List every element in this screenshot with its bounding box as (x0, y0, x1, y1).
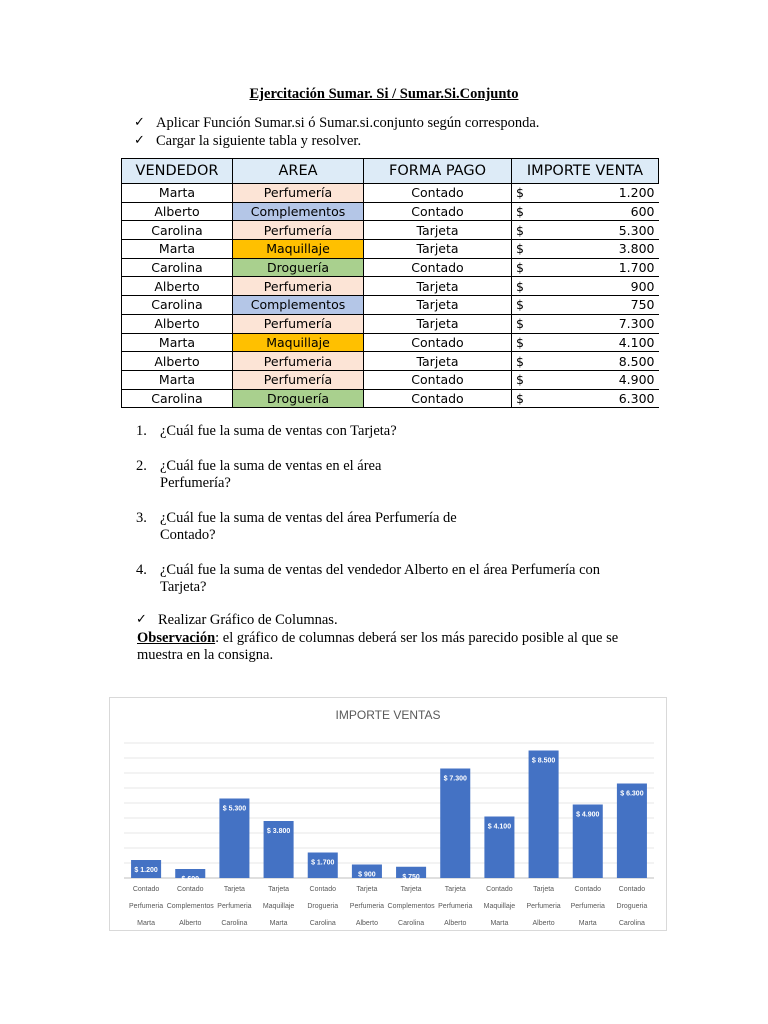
cell-vendedor: Carolina (122, 221, 233, 240)
x-tick-label: Marta (137, 920, 156, 927)
currency-symbol: $ (516, 260, 524, 276)
cell-forma-pago: Contado (364, 333, 512, 352)
x-tick-label: Contado (618, 886, 646, 893)
cell-vendedor: Marta (122, 184, 233, 203)
table-row (122, 258, 659, 277)
x-tick-label: Maquillaje (483, 903, 516, 910)
observation (137, 630, 647, 664)
x-tick-label: Tarjeta (268, 886, 290, 893)
chart-bar (529, 751, 559, 879)
observation-text: : el gráfico de columnas deberá ser los más parecido posible al que se muestra en la consigna. (137, 630, 619, 663)
cell-forma-pago: Contado (364, 258, 512, 277)
x-tick-label: Tarjeta (533, 886, 555, 893)
cell-forma-pago: Contado (364, 370, 512, 389)
observation-label: Observación (137, 630, 216, 646)
cell-vendedor: Carolina (122, 296, 233, 315)
x-tick-label: Tarjeta (356, 886, 378, 893)
cell-area: Maquillaje (233, 333, 364, 352)
table-row (122, 352, 659, 371)
x-tick-label: Maquillaje (262, 903, 295, 910)
x-tick-label: Drogueria (307, 903, 339, 910)
x-tick-label: Carolina (398, 920, 425, 927)
x-tick-label: Contado (309, 886, 336, 893)
x-tick-label: Complementos (387, 903, 435, 910)
x-tick-label: Carolina (309, 920, 336, 927)
cell-area: Droguería (233, 258, 364, 277)
table-header-row (122, 159, 659, 184)
importe-value: 6.300 (618, 390, 655, 406)
x-tick-label: Marta (490, 920, 509, 927)
currency-symbol: $ (516, 334, 524, 350)
header-importe-venta: IMPORTE VENTA (512, 159, 659, 184)
cell-forma-pago: Tarjeta (364, 277, 512, 296)
instruction-text: Aplicar Función Sumar.si ó Sumar.si.conjunto según corresponda. (156, 115, 540, 131)
cell-area: Perfumería (233, 221, 364, 240)
question-number: 3. (136, 510, 147, 526)
cell-forma-pago: Tarjeta (364, 240, 512, 259)
x-tick-label: Perfumeria (349, 903, 385, 910)
currency-symbol: $ (516, 204, 524, 220)
x-tick-label: Alberto (532, 920, 555, 927)
table-row (122, 370, 659, 389)
cell-vendedor: Alberto (122, 314, 233, 333)
importe-value: 1.700 (618, 260, 655, 276)
x-tick-label: Carolina (221, 920, 248, 927)
cell-vendedor: Alberto (122, 202, 233, 221)
currency-symbol: $ (516, 390, 524, 406)
question-text: ¿Cuál fue la suma de ventas en el área Perfumería? (160, 458, 382, 491)
question-item (136, 423, 640, 440)
cell-forma-pago: Contado (364, 389, 512, 408)
column-chart (109, 697, 667, 931)
cell-vendedor: Alberto (122, 277, 233, 296)
bar-data-label: $ 7.300 (443, 775, 467, 783)
x-tick-label: Contado (486, 886, 513, 893)
question-text: ¿Cuál fue la suma de ventas del área Perfumería de Contado? (160, 510, 457, 543)
table-row (122, 202, 659, 221)
cell-importe (512, 258, 659, 277)
cell-importe (512, 370, 659, 389)
x-tick-label: Perfumeria (438, 903, 473, 910)
bar-data-label: $ 900 (358, 871, 376, 879)
table-body (122, 184, 659, 408)
currency-symbol: $ (516, 316, 524, 332)
x-tick-label: Tarjeta (400, 886, 422, 893)
cell-vendedor: Alberto (122, 352, 233, 371)
currency-symbol: $ (516, 278, 524, 294)
x-tick-label: Complementos (166, 903, 214, 910)
question-number: 2. (136, 458, 147, 474)
table-row (122, 333, 659, 352)
cell-importe (512, 221, 659, 240)
cell-importe (512, 296, 659, 315)
question-text: ¿Cuál fue la suma de ventas del vendedor Alberto en el área Perfumería con Tarjeta? (160, 562, 601, 595)
question-list (136, 423, 640, 614)
chart-bar (617, 784, 647, 879)
x-tick-label: Contado (574, 886, 601, 893)
x-tick-label: Tarjeta (223, 886, 245, 893)
cell-area: Complementos (233, 296, 364, 315)
cell-importe (512, 333, 659, 352)
currency-symbol: $ (516, 241, 524, 257)
importe-value: 600 (630, 204, 655, 220)
cell-importe (512, 240, 659, 259)
header-vendedor: VENDEDOR (122, 159, 233, 184)
importe-value: 3.800 (618, 241, 655, 257)
importe-value: 900 (630, 278, 655, 294)
x-tick-label: Perfumeria (128, 903, 164, 910)
importe-value: 4.900 (618, 372, 655, 388)
chart-bar (440, 769, 470, 879)
cell-importe (512, 314, 659, 333)
cell-importe (512, 389, 659, 408)
x-tick-label: Alberto (444, 920, 467, 927)
bar-data-label: $ 5.300 (222, 805, 247, 813)
cell-vendedor: Marta (122, 333, 233, 352)
instruction-item (134, 114, 539, 132)
importe-value: 1.200 (618, 185, 655, 201)
cell-area: Complementos (233, 202, 364, 221)
cell-area: Maquillaje (233, 240, 364, 259)
chart-instruction-text: Realizar Gráfico de Columnas. (158, 612, 338, 628)
currency-symbol: $ (516, 222, 524, 238)
cell-vendedor: Carolina (122, 389, 233, 408)
x-tick-label: Perfumeria (526, 903, 561, 910)
currency-symbol: $ (516, 372, 524, 388)
cell-area: Perfumería (233, 314, 364, 333)
x-tick-label: Alberto (179, 920, 202, 927)
bar-data-label: $ 4.900 (576, 811, 600, 819)
question-number: 1. (136, 423, 147, 439)
question-item (136, 510, 640, 544)
cell-vendedor: Carolina (122, 258, 233, 277)
bar-data-label: $ 1.700 (311, 859, 335, 867)
importe-value: 7.300 (618, 316, 655, 332)
x-tick-label: Carolina (618, 920, 645, 927)
cell-vendedor: Marta (122, 370, 233, 389)
header-area: AREA (233, 159, 364, 184)
bar-data-label: $ 600 (181, 876, 200, 883)
document-title: Ejercitación Sumar. Si / Sumar.Si.Conjunto (249, 86, 519, 102)
cell-forma-pago: Tarjeta (364, 221, 512, 240)
cell-area: Perfumeria (233, 277, 364, 296)
cell-forma-pago: Contado (364, 202, 512, 221)
x-tick-label: Marta (269, 920, 288, 927)
currency-symbol: $ (516, 353, 524, 369)
table-row (122, 314, 659, 333)
cell-forma-pago: Contado (364, 184, 512, 203)
chart-instruction (136, 612, 338, 629)
cell-forma-pago: Tarjeta (364, 352, 512, 371)
table-row (122, 296, 659, 315)
x-tick-label: Tarjeta (444, 886, 466, 893)
x-tick-label: Contado (177, 886, 204, 893)
x-tick-label: Marta (578, 920, 597, 927)
question-number: 4. (136, 562, 147, 578)
chart-svg (110, 698, 666, 930)
importe-value: 5.300 (618, 222, 655, 238)
instruction-item (134, 132, 539, 150)
question-text: ¿Cuál fue la suma de ventas con Tarjeta? (160, 423, 397, 439)
checkmark-icon: ✓ (134, 133, 145, 148)
bar-data-label: $ 1.200 (134, 867, 158, 874)
checkmark-icon: ✓ (134, 115, 145, 130)
cell-area: Perfumería (233, 370, 364, 389)
instruction-text: Cargar la siguiente tabla y resolver. (156, 133, 362, 149)
table-row (122, 221, 659, 240)
table-row (122, 184, 659, 203)
bar-data-label: $ 4.100 (487, 823, 512, 831)
chart-title: IMPORTE VENTAS (335, 708, 441, 722)
importe-value: 750 (630, 297, 655, 313)
question-item (136, 458, 640, 492)
x-tick-label: Alberto (355, 920, 379, 927)
x-tick-label: Perfumeria (570, 903, 605, 910)
currency-symbol: $ (516, 185, 524, 201)
cell-forma-pago: Tarjeta (364, 296, 512, 315)
importe-value: 8.500 (618, 353, 655, 369)
x-tick-label: Drogueria (616, 903, 648, 910)
table-row (122, 240, 659, 259)
cell-area: Perfumeria (233, 352, 364, 371)
cell-area: Droguería (233, 389, 364, 408)
cell-importe (512, 202, 659, 221)
bar-data-label: $ 8.500 (531, 757, 556, 765)
cell-importe (512, 184, 659, 203)
importe-value: 4.100 (618, 334, 655, 350)
table-row (122, 389, 659, 408)
cell-importe (512, 352, 659, 371)
bar-data-label: $ 3.800 (266, 828, 291, 835)
instruction-list (134, 114, 539, 150)
question-item (136, 562, 640, 596)
cell-area: Perfumería (233, 184, 364, 203)
table-row (122, 277, 659, 296)
sales-table (121, 158, 659, 408)
currency-symbol: $ (516, 297, 524, 313)
x-tick-label: Perfumeria (217, 903, 252, 910)
cell-forma-pago: Tarjeta (364, 314, 512, 333)
bar-data-label: $ 6.300 (620, 790, 644, 798)
cell-importe (512, 277, 659, 296)
bar-data-label: $ 750 (402, 873, 420, 881)
checkmark-icon: ✓ (136, 612, 147, 627)
cell-vendedor: Marta (122, 240, 233, 259)
x-tick-label: Contado (132, 886, 160, 893)
header-forma-pago: FORMA PAGO (364, 159, 512, 184)
